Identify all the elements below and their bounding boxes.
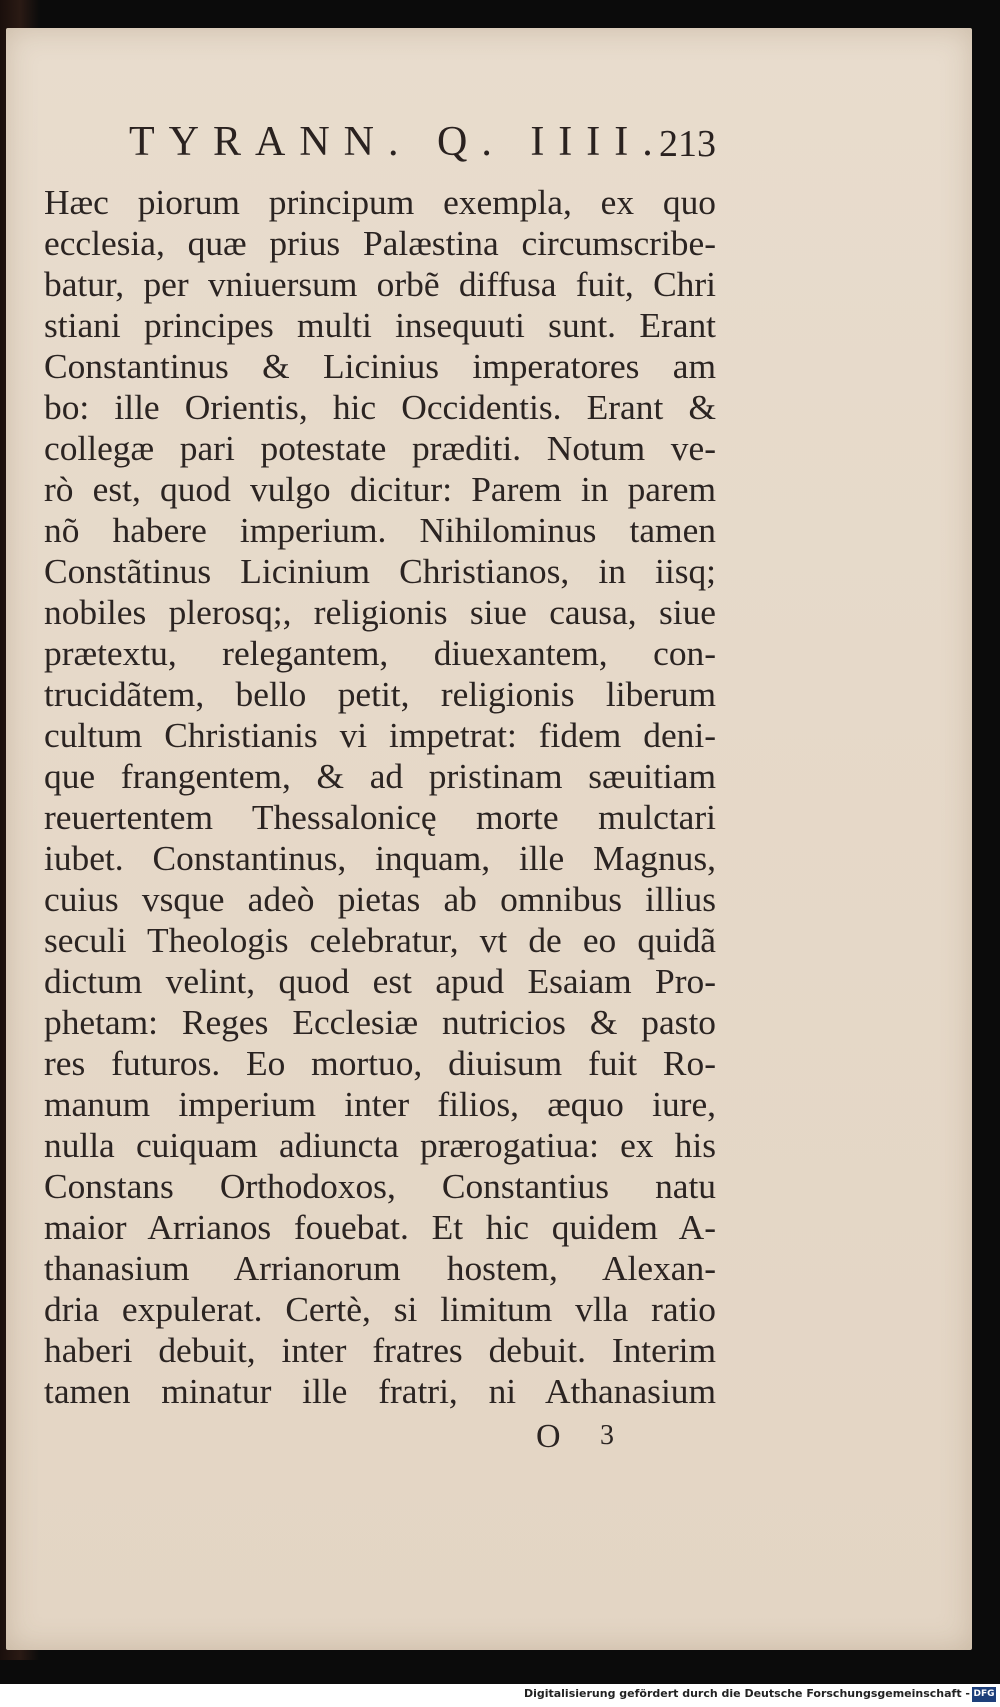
text-line: haberi debuit, inter fratres debuit. Interim bbox=[44, 1330, 716, 1370]
signature-letter: O bbox=[536, 1418, 561, 1455]
text-line: rò est, quod vulgo dicitur: Parem in parem bbox=[44, 469, 716, 509]
text-line: manum imperium inter filios, æquo iure, bbox=[44, 1084, 716, 1124]
text-line: tamen minatur ille fratri, ni Athanasium bbox=[44, 1371, 716, 1411]
text-line: collegæ pari potestate præditi. Notum ve- bbox=[44, 428, 716, 468]
text-line: ecclesia, quæ prius Palæstina circumscribe- bbox=[44, 223, 716, 263]
text-line: bo: ille Orientis, hic Occidentis. Erant & bbox=[44, 387, 716, 427]
text-line: nobiles plerosq;, religionis siue causa, siue bbox=[44, 592, 716, 632]
text-line: maior Arrianos fouebat. Et hic quidem A- bbox=[44, 1207, 716, 1247]
dfg-logo: DFG bbox=[972, 1687, 996, 1702]
page-number: 213 bbox=[659, 123, 716, 165]
text-line: dria expulerat. Certè, si limitum vlla ratio bbox=[44, 1289, 716, 1329]
text-line: Constãtinus Licinium Christianos, in iisq; bbox=[44, 551, 716, 591]
text-line: nulla cuiquam adiuncta prærogatiua: ex his bbox=[44, 1125, 716, 1165]
text-line: dictum velint, quod est apud Esaiam Pro- bbox=[44, 961, 716, 1001]
page-content bbox=[44, 118, 716, 1460]
book-page bbox=[6, 28, 972, 1650]
text-line: res futuros. Eo mortuo, diuisum fuit Ro- bbox=[44, 1043, 716, 1083]
text-line: Constantinus & Licinius imperatores am bbox=[44, 346, 716, 386]
running-head bbox=[44, 118, 716, 178]
text-line: iubet. Constantinus, inquam, ille Magnus, bbox=[44, 838, 716, 878]
text-line: reuertentem Thessalonicę morte mulctari bbox=[44, 797, 716, 837]
running-head-title: TYRANN. Q. IIII. bbox=[129, 119, 667, 165]
text-line: Hæc piorum principum exempla, ex quo bbox=[44, 182, 716, 222]
text-line: nõ habere imperium. Nihilominus tamen bbox=[44, 510, 716, 550]
text-line: trucidãtem, bello petit, religionis liberum bbox=[44, 674, 716, 714]
signature-number: 3 bbox=[600, 1420, 614, 1451]
text-line: prætextu, relegantem, diuexantem, con- bbox=[44, 633, 716, 673]
text-line: thanasium Arrianorum hostem, Alexan- bbox=[44, 1248, 716, 1288]
body-text bbox=[44, 182, 716, 1412]
text-line: cultum Christianis vi impetrat: fidem deni- bbox=[44, 715, 716, 755]
text-line: seculi Theologis celebratur, vt de eo quidã bbox=[44, 920, 716, 960]
text-line: stiani principes multi insequuti sunt. Erant bbox=[44, 305, 716, 345]
text-line: cuius vsque adeò pietas ab omnibus illius bbox=[44, 879, 716, 919]
signature-mark bbox=[44, 1412, 716, 1460]
text-line: batur, per vniuersum orbẽ diffusa fuit, Chri bbox=[44, 264, 716, 304]
funding-notice: Digitalisierung gefördert durch die Deutsche Forschungsgemeinschaft - bbox=[523, 1687, 970, 1700]
text-line: phetam: Reges Ecclesiæ nutricios & pasto bbox=[44, 1002, 716, 1042]
text-line: que frangentem, & ad pristinam sæuitiam bbox=[44, 756, 716, 796]
text-line: Constans Orthodoxos, Constantius natu bbox=[44, 1166, 716, 1206]
digitization-footer bbox=[0, 1684, 1000, 1707]
